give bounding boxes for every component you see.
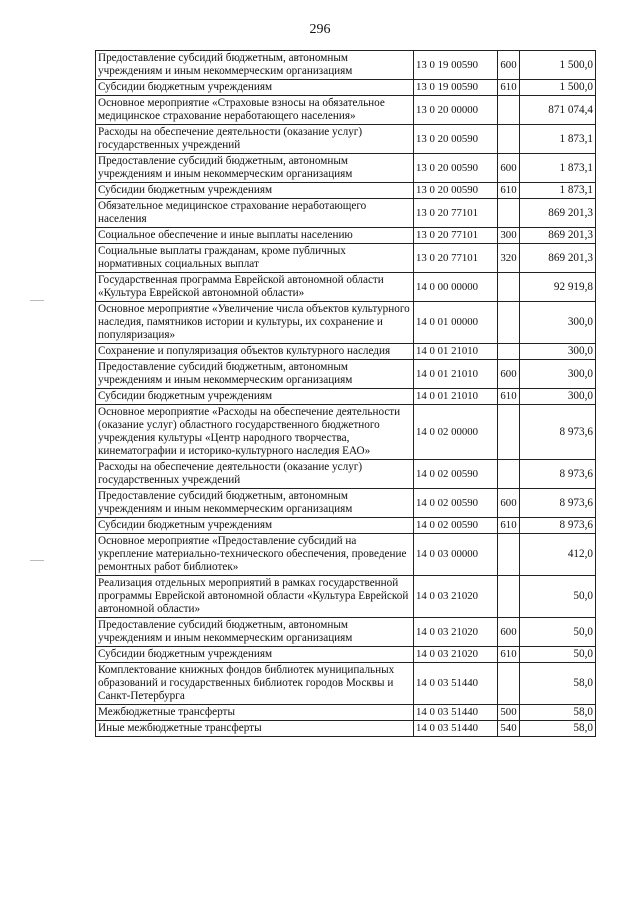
table-row — [96, 576, 596, 618]
row-name: Межбюджетные трансферты — [96, 705, 414, 721]
row-code: 14 0 03 21020 — [414, 618, 498, 647]
scan-margin-mark — [30, 560, 44, 561]
row-amount: 1 873,1 — [520, 183, 596, 199]
row-code: 14 0 02 00590 — [414, 489, 498, 518]
table-row — [96, 460, 596, 489]
row-code: 13 0 20 00590 — [414, 154, 498, 183]
row-name: Субсидии бюджетным учреждениям — [96, 647, 414, 663]
row-code: 13 0 20 00590 — [414, 183, 498, 199]
row-amount: 8 973,6 — [520, 460, 596, 489]
row-expense-type: 610 — [498, 647, 520, 663]
row-expense-type — [498, 405, 520, 460]
table-row — [96, 80, 596, 96]
row-code: 14 0 03 00000 — [414, 534, 498, 576]
table-row — [96, 721, 596, 737]
table-row — [96, 389, 596, 405]
row-expense-type: 500 — [498, 705, 520, 721]
row-amount: 58,0 — [520, 705, 596, 721]
row-name: Субсидии бюджетным учреждениям — [96, 389, 414, 405]
table-row — [96, 244, 596, 273]
row-name: Предоставление субсидий бюджетным, автономным учреждениям и иным некоммерческим организациям — [96, 51, 414, 80]
row-name: Основное мероприятие «Расходы на обеспечение деятельности (оказание услуг) областного государственного бюджетного учреждения культуры «Центр народного творчества, кинематографии и историко-культурного наследия ЕАО» — [96, 405, 414, 460]
row-expense-type: 600 — [498, 489, 520, 518]
row-amount: 1 500,0 — [520, 80, 596, 96]
row-amount: 300,0 — [520, 302, 596, 344]
row-name: Предоставление субсидий бюджетным, автономным учреждениям и иным некоммерческим организациям — [96, 360, 414, 389]
row-expense-type — [498, 534, 520, 576]
row-amount: 412,0 — [520, 534, 596, 576]
row-expense-type: 600 — [498, 618, 520, 647]
table-row — [96, 405, 596, 460]
row-amount: 92 919,8 — [520, 273, 596, 302]
row-code: 14 0 03 21020 — [414, 576, 498, 618]
row-code: 14 0 01 00000 — [414, 302, 498, 344]
row-code: 13 0 19 00590 — [414, 51, 498, 80]
row-code: 14 0 00 00000 — [414, 273, 498, 302]
table-row — [96, 489, 596, 518]
row-name: Комплектование книжных фондов библиотек муниципальных образований и государственных библиотек городов Москвы и Санкт-Петербурга — [96, 663, 414, 705]
row-expense-type — [498, 663, 520, 705]
row-code: 14 0 02 00590 — [414, 518, 498, 534]
row-expense-type: 600 — [498, 154, 520, 183]
table-row — [96, 302, 596, 344]
row-code: 13 0 20 77101 — [414, 244, 498, 273]
row-name: Обязательное медицинское страхование неработающего населения — [96, 199, 414, 228]
table-row — [96, 360, 596, 389]
row-expense-type: 610 — [498, 183, 520, 199]
table-row — [96, 647, 596, 663]
row-name: Иные межбюджетные трансферты — [96, 721, 414, 737]
row-name: Государственная программа Еврейской автономной области «Культура Еврейской автономной области» — [96, 273, 414, 302]
row-name: Реализация отдельных мероприятий в рамках государственной программы Еврейской автономной области «Культура Еврейской автономной области» — [96, 576, 414, 618]
table-row — [96, 96, 596, 125]
row-expense-type: 600 — [498, 51, 520, 80]
table-row — [96, 518, 596, 534]
row-code: 14 0 01 21010 — [414, 389, 498, 405]
table-row — [96, 154, 596, 183]
row-amount: 50,0 — [520, 647, 596, 663]
row-expense-type: 610 — [498, 80, 520, 96]
row-name: Основное мероприятие «Предоставление субсидий на укрепление материально-технического обеспечения, проведение ремонтных работ библиотек» — [96, 534, 414, 576]
row-name: Субсидии бюджетным учреждениям — [96, 183, 414, 199]
row-code: 14 0 01 21010 — [414, 360, 498, 389]
table-row — [96, 344, 596, 360]
row-name: Социальные выплаты гражданам, кроме публичных нормативных социальных выплат — [96, 244, 414, 273]
row-code: 13 0 19 00590 — [414, 80, 498, 96]
row-code: 13 0 20 77101 — [414, 199, 498, 228]
row-code: 13 0 20 00000 — [414, 96, 498, 125]
table-row — [96, 199, 596, 228]
row-amount: 871 074,4 — [520, 96, 596, 125]
row-name: Сохранение и популяризация объектов культурного наследия — [96, 344, 414, 360]
row-name: Расходы на обеспечение деятельности (оказание услуг) государственных учреждений — [96, 125, 414, 154]
row-name: Предоставление субсидий бюджетным, автономным учреждениям и иным некоммерческим организациям — [96, 154, 414, 183]
row-amount: 1 873,1 — [520, 154, 596, 183]
row-expense-type: 600 — [498, 360, 520, 389]
row-code: 14 0 02 00000 — [414, 405, 498, 460]
row-name: Субсидии бюджетным учреждениям — [96, 518, 414, 534]
row-expense-type — [498, 576, 520, 618]
row-amount: 300,0 — [520, 360, 596, 389]
row-amount: 1 873,1 — [520, 125, 596, 154]
row-expense-type: 610 — [498, 518, 520, 534]
row-expense-type — [498, 96, 520, 125]
row-name: Основное мероприятие «Увеличение числа объектов культурного наследия, памятников истории и культуры, их сохранение и популяризация» — [96, 302, 414, 344]
table-row — [96, 228, 596, 244]
row-name: Предоставление субсидий бюджетным, автономным учреждениям и иным некоммерческим организациям — [96, 618, 414, 647]
table-row — [96, 705, 596, 721]
row-code: 14 0 03 21020 — [414, 647, 498, 663]
row-code: 14 0 03 51440 — [414, 705, 498, 721]
budget-table — [95, 50, 596, 737]
row-expense-type — [498, 125, 520, 154]
row-expense-type — [498, 302, 520, 344]
row-amount: 300,0 — [520, 344, 596, 360]
row-code: 13 0 20 00590 — [414, 125, 498, 154]
row-name: Социальное обеспечение и иные выплаты населению — [96, 228, 414, 244]
table-row — [96, 125, 596, 154]
row-amount: 869 201,3 — [520, 228, 596, 244]
row-amount: 50,0 — [520, 576, 596, 618]
row-expense-type: 540 — [498, 721, 520, 737]
row-expense-type: 610 — [498, 389, 520, 405]
row-name: Основное мероприятие «Страховые взносы на обязательное медицинское страхование неработающего населения» — [96, 96, 414, 125]
row-expense-type: 300 — [498, 228, 520, 244]
row-amount: 50,0 — [520, 618, 596, 647]
row-code: 14 0 01 21010 — [414, 344, 498, 360]
scan-margin-mark — [30, 300, 44, 301]
row-code: 14 0 03 51440 — [414, 721, 498, 737]
table-row — [96, 534, 596, 576]
row-code: 14 0 03 51440 — [414, 663, 498, 705]
row-amount: 58,0 — [520, 663, 596, 705]
row-expense-type — [498, 273, 520, 302]
row-amount: 8 973,6 — [520, 405, 596, 460]
table-row — [96, 663, 596, 705]
row-amount: 869 201,3 — [520, 244, 596, 273]
row-name: Расходы на обеспечение деятельности (оказание услуг) государственных учреждений — [96, 460, 414, 489]
row-amount: 300,0 — [520, 389, 596, 405]
row-amount: 8 973,6 — [520, 518, 596, 534]
row-expense-type — [498, 344, 520, 360]
row-amount: 1 500,0 — [520, 51, 596, 80]
row-expense-type: 320 — [498, 244, 520, 273]
row-code: 14 0 02 00590 — [414, 460, 498, 489]
row-name: Субсидии бюджетным учреждениям — [96, 80, 414, 96]
row-amount: 8 973,6 — [520, 489, 596, 518]
row-amount: 58,0 — [520, 721, 596, 737]
table-row — [96, 273, 596, 302]
table-row — [96, 183, 596, 199]
row-amount: 869 201,3 — [520, 199, 596, 228]
table-row — [96, 618, 596, 647]
budget-table-body — [96, 51, 596, 737]
row-expense-type — [498, 199, 520, 228]
row-expense-type — [498, 460, 520, 489]
page-number: 296 — [309, 22, 331, 37]
row-name: Предоставление субсидий бюджетным, автономным учреждениям и иным некоммерческим организациям — [96, 489, 414, 518]
table-row — [96, 51, 596, 80]
row-code: 13 0 20 77101 — [414, 228, 498, 244]
